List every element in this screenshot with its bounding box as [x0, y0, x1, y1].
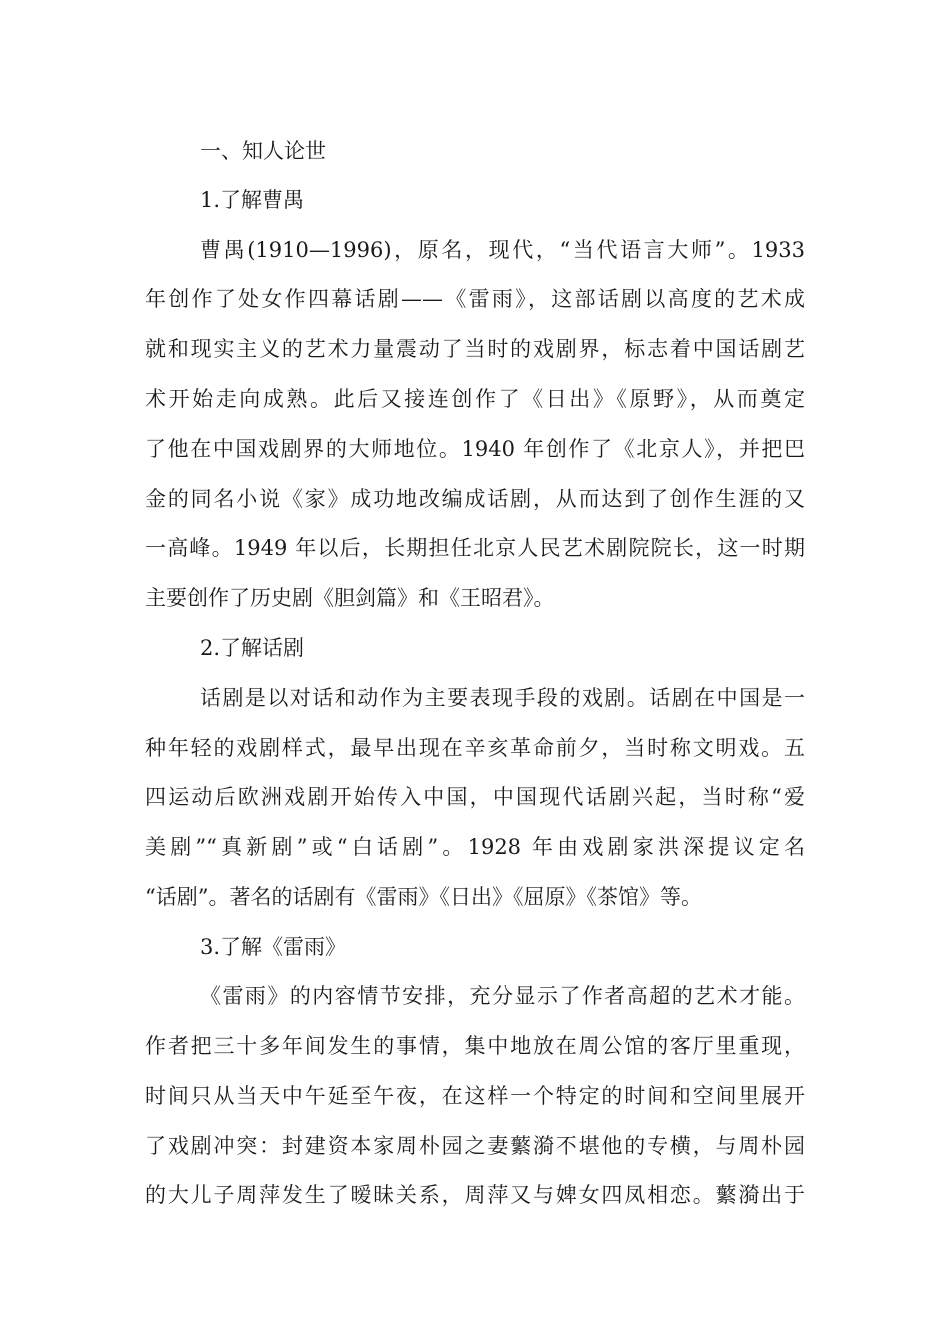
sub2-heading: 2.了解话剧	[200, 636, 305, 660]
sub3-line: 时间只从当天中午延至午夜，在这样一个特定的时间和空间里展开	[145, 1084, 805, 1108]
sub3-heading: 3.了解《雷雨》	[200, 935, 347, 959]
sub2-line: 话剧是以对话和动作为主要表现手段的戏剧。话剧在中国是一	[200, 686, 805, 710]
sub1-line: 主要创作了历史剧《胆剑篇》和《王昭君》。	[145, 586, 555, 610]
sub2-line: 种年轻的戏剧样式，最早出现在辛亥革命前夕，当时称文明戏。五	[145, 736, 805, 760]
sub1-line: 金的同名小说《家》成功地改编成话剧，从而达到了创作生涯的又	[145, 487, 805, 511]
sub1-heading: 1.了解曹禺	[200, 188, 305, 212]
sub1-line: 曹禺(1910—1996)，原名，现代，“当代语言大师”。1933	[200, 238, 805, 262]
sub1-line: 年创作了处女作四幕话剧——《雷雨》，这部话剧以高度的艺术成	[145, 287, 805, 311]
sub3-line: 了戏剧冲突：封建资本家周朴园之妻蘩漪不堪他的专横，与周朴园	[145, 1134, 805, 1158]
sub1-line: 了他在中国戏剧界的大师地位。1940 年创作了《北京人》，并把巴	[145, 437, 805, 461]
sub2-line: 四运动后欧洲戏剧开始传入中国，中国现代话剧兴起，当时称“爱	[145, 785, 805, 809]
sub3-line: 的大儿子周萍发生了暧昧关系，周萍又与婢女四凤相恋。蘩漪出于	[145, 1183, 805, 1207]
sub2-line: 美剧”“真新剧”或“白话剧”。1928 年由戏剧家洪深提议定名	[145, 835, 805, 859]
sub1-line: 术开始走向成熟。此后又接连创作了《日出》《原野》，从而奠定	[145, 387, 805, 411]
sub2-line: “话剧”。著名的话剧有《雷雨》《日出》《屈原》《茶馆》等。	[145, 885, 702, 909]
sub1-line: 就和现实主义的艺术力量震动了当时的戏剧界，标志着中国话剧艺	[145, 337, 805, 361]
sub3-line: 作者把三十多年间发生的事情，集中地放在周公馆的客厅里重现，	[145, 1034, 805, 1058]
sub3-line: 《雷雨》的内容情节安排，充分显示了作者高超的艺术才能。	[200, 984, 805, 1008]
sub1-line: 一高峰。1949 年以后，长期担任北京人民艺术剧院院长，这一时期	[145, 536, 805, 560]
section-title: 一、知人论世	[200, 139, 326, 163]
